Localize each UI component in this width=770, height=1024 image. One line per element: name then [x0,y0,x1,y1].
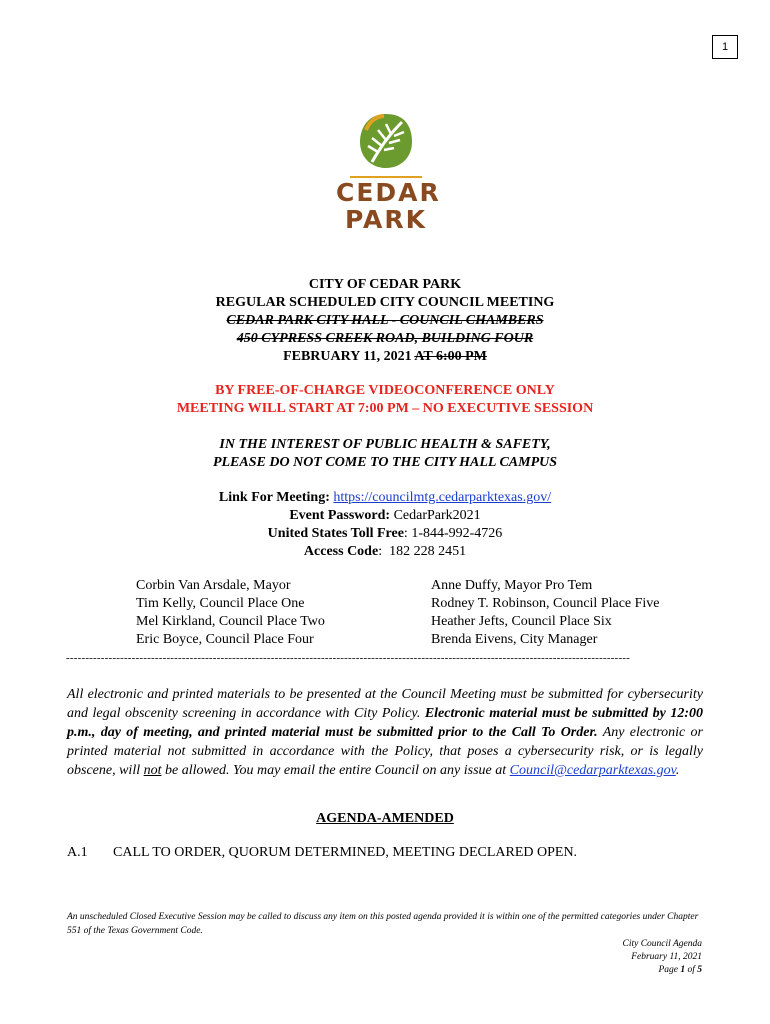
agenda-item-text: CALL TO ORDER, QUORUM DETERMINED, MEETING DECLARED OPEN. [113,845,578,860]
policy-text-3: be allowed. You may email the entire Council on any issue at [161,763,510,778]
footer-right [622,938,702,977]
page-number-badge: 1 [712,35,738,59]
leaf-emblem-icon [358,112,414,170]
cedar-park-logo [336,112,441,234]
policy-text-1: All electronic and printed materials to be presented at the Council Meeting must be submitted for cybersecurity and legal obscenity screening in accordance with City Policy. [67,687,703,721]
roster-entry: Corbin Van Arsdale, Mayor [136,578,291,593]
videoconference-line: BY FREE-OF-CHARGE VIDEOCONFERENCE ONLY [215,383,555,398]
safety-line-1: IN THE INTEREST OF PUBLIC HEALTH & SAFETY, [219,437,551,452]
start-time-line: MEETING WILL START AT 7:00 PM – NO EXECUTIVE SESSION [176,401,594,416]
connection-info [0,489,770,561]
header-block [0,276,770,366]
roster-entry: Tim Kelly, Council Place One [136,596,305,611]
location-struck: CEDAR PARK CITY HALL - COUNCIL CHAMBERS [226,313,544,328]
meeting-link[interactable]: https://councilmtg.cedarparktexas.gov/ [333,490,552,505]
agenda-title: AGENDA-AMENDED [316,811,454,826]
logo-word-park: PARK [345,205,427,234]
password-label: Event Password: [289,508,391,523]
city-name: CITY OF CEDAR PARK [308,277,462,292]
password-value: CedarPark2021 [393,508,481,523]
safety-notice [0,436,770,472]
policy-text-2: Any electronic or printed material not submitted in accordance with the Policy, that poses a cybersecurity risk, or is legally obscene, will [67,725,703,778]
footer-doc-title: City Council Agenda [622,939,702,949]
roster-right [431,577,660,649]
dashed-divider: -------------------------------------------------------------------------------------------------------------------------------------------------- [66,652,631,664]
submission-policy [67,685,703,780]
roster-left [136,577,325,649]
roster-entry: Brenda Eivens, City Manager [431,632,598,647]
access-value: 182 228 2451 [389,544,467,559]
roster-entry: Rodney T. Robinson, Council Place Five [431,596,660,611]
meeting-link-row [0,489,770,507]
roster-entry: Anne Duffy, Mayor Pro Tem [431,578,593,593]
council-email-link[interactable]: Council@cedarparktexas.gov [509,763,676,778]
address-struck: 450 CYPRESS CREEK ROAD, BUILDING FOUR [236,331,534,346]
footer-date: February 11, 2021 [631,952,702,962]
time-struck: AT 6:00 PM [414,349,487,364]
tollfree-row: United States Toll Free: 1-844-992-4726 [267,526,503,541]
policy-text-4: . [675,763,680,778]
meeting-date [0,348,770,366]
password-row [0,507,770,525]
safety-line-2: PLEASE DO NOT COME TO THE CITY HALL CAMPUS [212,455,558,470]
access-code-row: Access Code: 182 228 2451 [303,544,467,559]
page-prefix: Page [658,965,681,975]
executive-session-note: An unscheduled Closed Executive Session may be called to discuss any item on this posted agenda provided it is within one of the permitted categories under Chapter 551 of the Texas Government Code. [67,912,699,936]
tollfree-label: United States Toll Free [267,526,404,541]
roster-entry: Mel Kirkland, Council Place Two [136,614,325,629]
date-text: FEBRUARY 11, 2021 [283,349,412,364]
access-label: Access Code [303,544,379,559]
link-label: Link For Meeting: [218,490,330,505]
page-of: of [685,965,698,975]
roster-entry: Eric Boyce, Council Place Four [136,632,314,647]
roster-entry: Heather Jefts, Council Place Six [431,614,612,629]
page-total: 5 [697,965,702,975]
footer-page [622,964,702,977]
agenda-item-number: A.1 [67,845,88,860]
meeting-type: REGULAR SCHEDULED CITY COUNCIL MEETING [215,295,555,310]
page-current: 1 [680,965,686,975]
logo-word-cedar: CEDAR [336,178,441,207]
policy-not: not [143,763,162,778]
policy-deadline: Electronic material must be submitted by 12:00 p.m., day of meeting, and printed material must be submitted prior to the Call To Order. [67,706,703,740]
videoconference-notice [0,382,770,418]
tollfree-value: 1-844-992-4726 [411,526,503,541]
